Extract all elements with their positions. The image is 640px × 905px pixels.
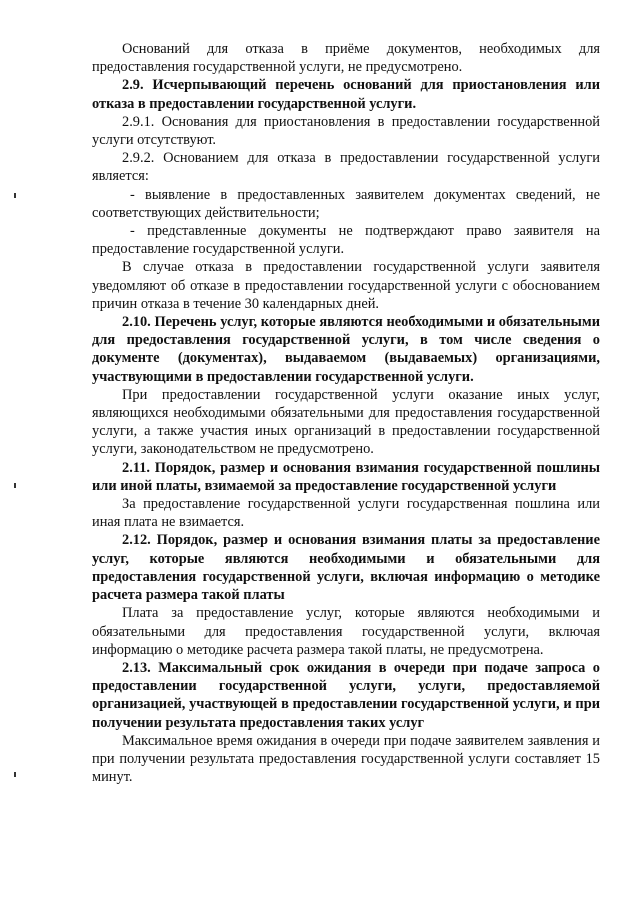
margin-mark <box>14 193 16 198</box>
heading-2-10: 2.10. Перечень услуг, которые являются необходимыми и обязательными для предоставления государственной услуги, в том числе сведения о документе (документах), выдаваемом (выдаваемых) организациями, участвующими в предоставлении государственной услуги. <box>92 314 600 385</box>
paragraph-waiting-time: Максимальное время ожидания в очереди при подаче заявителем заявления и при получении результата предоставления государственной услуги составляет 15 минут. <box>92 732 600 786</box>
paragraph-2-9-2: 2.9.2. Основанием для отказа в предоставлении государственной услуги является: <box>92 150 600 185</box>
heading-2-13: 2.13. Максимальный срок ожидания в очереди при подаче запроса о предоставлении государственной услуги, услуги, предоставляемой организацией, участвующей в предоставлении государственной услуги, и при получении результата предоставления таких услуг <box>92 659 600 731</box>
heading-2-12: 2.12. Порядок, размер и основания взимания платы за предоставление услуг, которые являются необходимыми и обязательными для предоставления государственной услуги, включая информацию о методике расчета размера такой платы <box>92 532 600 604</box>
paragraph-fee-not-provided: Плата за предоставление услуг, которые являются необходимыми и обязательными для предоставления государственной услуги, включая информацию о методике расчета размера такой платы, не предусмотрена. <box>92 605 600 658</box>
paragraph-other-services: При предоставлении государственной услуги оказание иных услуг, являющихся необходимыми обязательными для предоставления государственной услуги, а также участия иных организаций в предоставлении государственной услуги, законодательством не предусмотрено. <box>92 386 600 458</box>
margin-mark <box>14 772 16 777</box>
document-body <box>92 40 600 786</box>
list-item-refusal-1: - выявление в предоставленных заявителем документах сведений, не соответствующих действительности; <box>92 186 600 221</box>
paragraph-no-refusal-grounds: Оснований для отказа в приёме документов, необходимых для предоставления государственной услуги, не предусмотрено. <box>92 41 600 76</box>
paragraph-2-9-1: 2.9.1. Основания для приостановления в предоставлении государственной услуги отсутствуют. <box>92 113 600 149</box>
paragraph-no-fee: За предоставление государственной услуги государственная пошлина или иная плата не взимается. <box>92 496 600 531</box>
heading-2-11: 2.11. Порядок, размер и основания взимания государственной пошлины или иной платы, взимаемой за предоставление государственной услуги <box>92 459 600 494</box>
list-item-refusal-2: - представленные документы не подтверждают право заявителя на предоставление государственной услуги. <box>92 223 600 258</box>
heading-2-9: 2.9. Исчерпывающий перечень оснований для приостановления или отказа в предоставлении государственной услуги. <box>92 77 600 112</box>
paragraph-refusal-notice: В случае отказа в предоставлении государственной услуги заявителя уведомляют об отказе в предоставлении государственной услуги с обоснованием причин отказа в течение 30 календарных дней. <box>92 259 600 312</box>
margin-mark <box>14 483 16 488</box>
